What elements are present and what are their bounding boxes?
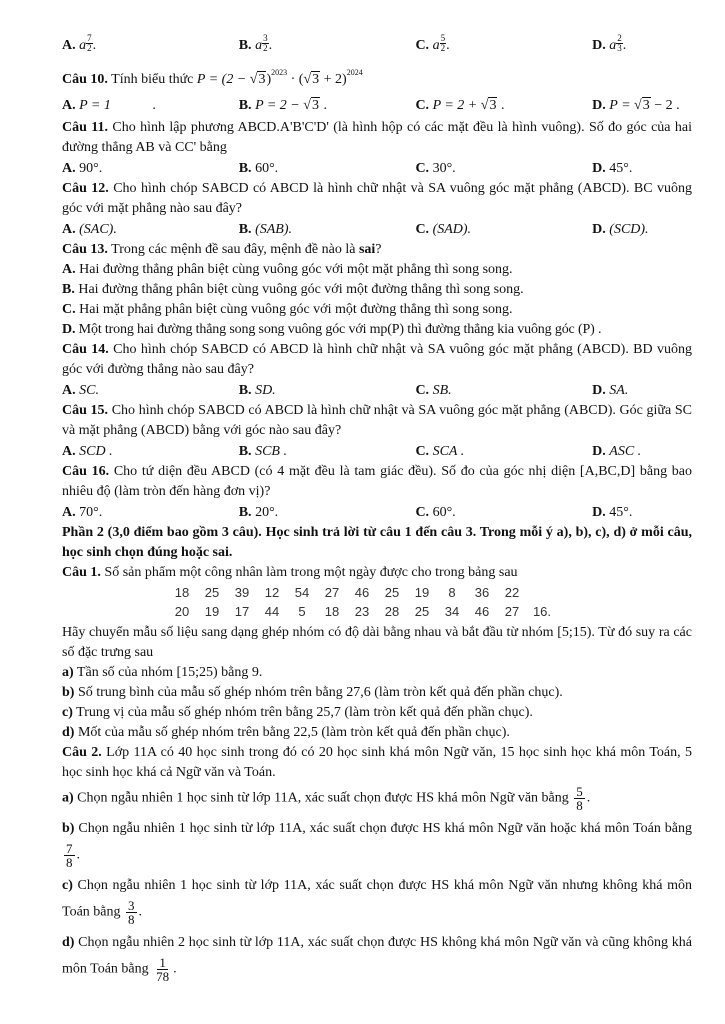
p2q1-intro (62, 623, 692, 663)
table-cell: 16. (532, 604, 552, 619)
option-label: A. (62, 38, 76, 53)
table-cell: 19 (414, 585, 430, 600)
question-label: Câu 2. (62, 745, 102, 760)
exp-den: 2 (87, 43, 92, 53)
p2q1-item-c (62, 703, 692, 723)
question-label: Câu 1. (62, 565, 101, 580)
exp-num: 7 (87, 33, 92, 43)
exponent-fraction (440, 34, 447, 53)
q14-option-a (62, 380, 239, 401)
option-label: D. (592, 505, 606, 520)
option-text: SCA . (432, 444, 465, 459)
question-label: Câu 13. (62, 242, 108, 257)
q13-stem (62, 240, 692, 260)
table-cell: 36 (474, 585, 490, 600)
p2q2-item-c (62, 873, 692, 926)
exp-num: 5 (440, 33, 446, 43)
q16-stem (62, 462, 692, 502)
sqrt-arg: 3 (489, 98, 497, 113)
p2q1-stem (62, 563, 692, 583)
item-label: c) (62, 705, 73, 720)
table-cell: 25 (414, 604, 430, 619)
option-text: 70°. (79, 505, 103, 520)
table-cell: 54 (294, 585, 310, 600)
q10-option-b (239, 95, 416, 116)
option-label: C. (415, 38, 430, 53)
q12-option-c (415, 219, 592, 240)
question-text: Cho hình chóp SABCD có ABCD là hình chữ nhật và SA vuông góc mặt phẳng (ABCD). BC vuông góc với mặt phẳng nào sau đây? (62, 181, 693, 216)
table-cell: 20 (174, 604, 190, 619)
q11-option-d (592, 158, 692, 179)
q13-option-c (62, 300, 692, 320)
option-label: B. (62, 282, 75, 297)
fraction-den: 8 (66, 855, 73, 870)
question-text: Số sản phẩm một công nhân làm trong một ngày được cho trong bảng sau (104, 565, 518, 580)
table-cell: 34 (444, 604, 460, 619)
q12-option-a (62, 219, 239, 240)
q9-option-b: B. a $^{\frac{3}{2}}$ . (238, 33, 273, 53)
item-text: Tần số của nhóm [15;25) bằng 9. (76, 665, 263, 680)
table-cell: 46 (354, 585, 370, 600)
table-cell: 8 (448, 585, 456, 600)
fraction-num: 1 (159, 955, 166, 970)
table-cell: 46 (474, 604, 490, 619)
option-text: SD. (255, 383, 276, 398)
q16-option-b (239, 502, 416, 523)
question-label: Câu 10. (62, 72, 108, 87)
q14-option-b (239, 380, 416, 401)
option-label: D. (592, 98, 606, 113)
table-cell: 28 (384, 604, 400, 619)
item-label: a) (62, 790, 74, 806)
option-text: Hai mặt phẳng phân biệt cùng vuông góc với một đường thẳng thì song song. (79, 302, 513, 317)
item-text: Chọn ngẫu nhiên 2 học sinh từ lớp 11A, xác suất chọn được HS không khá môn Ngữ văn và cũng không khá môn Toán bằng (62, 935, 692, 977)
table-cell: 12 (264, 585, 280, 600)
option-label: D. (592, 38, 606, 53)
option-text: 60°. (255, 161, 279, 176)
item-text: Chọn ngẫu nhiên 1 học sinh từ lớp 11A, xác suất chọn được HS khá môn Ngữ văn nhưng không khá môn Toán bằng (62, 878, 692, 920)
option-label: C. (415, 222, 430, 237)
q15-stem (62, 401, 692, 441)
option-text: 30°. (432, 161, 456, 176)
item-end: . (586, 790, 591, 806)
table-cell: 25 (204, 585, 220, 600)
question-text: Cho hình lập phương ABCD.A'B'C'D' (là hình hộp có các mặt đều là hình vuông). Số đo góc của hai đường thẳng AB và CC' bằng (62, 120, 693, 155)
q15-option-b (239, 441, 416, 462)
q11-option-b (239, 158, 416, 179)
option-label: C. (62, 302, 76, 317)
q16-option-d (592, 502, 692, 523)
data-table (167, 583, 557, 621)
item-label: b) (62, 685, 75, 700)
option-text: P = 2 + (432, 98, 481, 113)
option-text: . (497, 98, 505, 113)
fraction (64, 842, 75, 869)
sqrt-arg: 3 (642, 98, 650, 113)
table-cell: 27 (324, 585, 340, 600)
option-text: Hai đường thẳng phân biệt cùng vuông góc với một mặt phẳng thì song song. (79, 262, 513, 277)
q12-option-b (239, 219, 416, 240)
part2-heading (62, 523, 692, 563)
question-text: Cho hình chóp SABCD có ABCD là hình chữ nhật và SA vuông góc mặt phẳng (ABCD). Góc giữa SC và mặt phẳng (ABCD) bằng với góc nào sau đây? (62, 403, 692, 438)
table-cell: 18 (324, 604, 340, 619)
option-label: C. (415, 505, 430, 520)
option-text: 45°. (609, 161, 633, 176)
exponent-fraction (86, 34, 93, 53)
q9-option-d: D. a $^{\frac{2}{3}}$ . (592, 33, 627, 53)
option-label: D. (62, 322, 76, 337)
question-text: Tính biểu thức (111, 72, 194, 87)
q16-option-c (415, 502, 592, 523)
question-label: Câu 15. (62, 403, 109, 418)
option-text: Hai đường thẳng phân biệt cùng vuông góc với một đường thẳng thì song song. (78, 282, 524, 297)
option-text: P = (609, 98, 635, 113)
option-text: SCB . (255, 444, 287, 459)
q11-option-c (415, 158, 592, 179)
item-text: Số trung bình của mẫu số ghép nhóm trên bằng 27,6 (làm tròn kết quả đến phần chục). (77, 685, 563, 700)
sqrt-sign: √ (634, 98, 642, 113)
exponent-fraction (616, 34, 623, 53)
q15-option-d (592, 441, 692, 462)
q10-option-d (592, 95, 692, 116)
option-label: B. (238, 444, 252, 459)
sqrt-arg: 3 (312, 72, 320, 87)
table-cell: 17 (234, 604, 250, 619)
option-text: 20°. (255, 505, 279, 520)
option-label: B. (238, 161, 252, 176)
exp-den: 3 (617, 43, 622, 53)
q15-option-c (415, 441, 592, 462)
option-label: C. (415, 444, 430, 459)
expr-part: ) (266, 72, 272, 87)
item-label: d) (62, 725, 75, 740)
table-cell: 25 (384, 585, 400, 600)
option-text: (SAB). (255, 222, 292, 237)
option-text: − 2 . (650, 98, 680, 113)
option-text: (SAD). (432, 222, 472, 237)
option-text: ASC . (609, 444, 642, 459)
sqrt-sign: √ (480, 98, 489, 113)
q15-options (62, 441, 692, 462)
fraction-den: 8 (128, 912, 135, 927)
fraction-den: 78 (156, 969, 170, 984)
q9-options (62, 34, 692, 56)
question-text: ? (375, 242, 382, 257)
q11-option-a (62, 158, 239, 179)
item-text: Chọn ngẫu nhiên 1 học sinh từ lớp 11A, xác suất chọn được HS khá môn Ngữ văn bằng (77, 790, 569, 806)
fraction-num: 3 (128, 898, 135, 913)
sqrt-arg: 3 (311, 98, 319, 113)
sqrt-sign: √ (303, 98, 311, 113)
option-text: (SCD). (609, 222, 649, 237)
fraction (154, 956, 171, 983)
item-text: Mốt của mẫu số ghép nhóm trên bằng 22,5 (làm tròn kết quả đến phần chục). (77, 725, 510, 740)
p2q1-item-b (62, 683, 692, 703)
question-text: Lớp 11A có 40 học sinh trong đó có 20 học sinh khá môn Ngữ văn, 15 học sinh học khá môn Toán, 5 học sinh học khá cả Ngữ văn và Toán. (62, 745, 693, 780)
q11-options (62, 158, 692, 179)
exp-num: 2 (617, 33, 622, 43)
q9-option-a: A. a $^{\frac{7}{2}}$ . (62, 33, 97, 53)
option-dot: . (152, 98, 156, 113)
exp-num: 3 (263, 33, 268, 43)
option-label: D. (592, 444, 606, 459)
item-end: . (173, 961, 177, 977)
q13-option-a (62, 260, 692, 280)
expr-part: P = (2 − (196, 72, 250, 87)
exp-den: 2 (440, 43, 446, 53)
option-label: C. (415, 161, 430, 176)
question-label: Câu 12. (62, 181, 109, 196)
option-label: C. (415, 383, 430, 398)
q13-option-d (62, 320, 692, 340)
fraction-num: 5 (576, 784, 583, 799)
option-label: D. (592, 161, 606, 176)
option-label: A. (62, 98, 76, 113)
option-label: A. (62, 383, 76, 398)
p2q2-item-d (62, 930, 692, 983)
p2q2-stem (62, 743, 692, 783)
option-base: a (255, 38, 263, 53)
sqrt-sign: √ (249, 72, 258, 87)
fraction-num: 7 (66, 841, 73, 856)
option-label: A. (62, 444, 76, 459)
item-label: d) (62, 935, 75, 950)
q14-options (62, 380, 692, 401)
q10-option-c (415, 95, 592, 116)
option-text: Một trong hai đường thẳng song song vuông góc với mp(P) thì đường thẳng kia vuông góc (P) . (78, 322, 602, 337)
option-base: a (432, 38, 440, 53)
q10-stem (62, 60, 692, 93)
fraction-den: 8 (576, 798, 583, 813)
option-text: 60°. (432, 505, 456, 520)
q14-stem (62, 340, 692, 380)
q15-option-a (62, 441, 239, 462)
item-text: Trung vị của mẫu số ghép nhóm trên bằng 25,7 (làm tròn kết quả đến phần chục). (76, 705, 533, 720)
option-label: D. (592, 383, 606, 398)
option-base: a (79, 38, 87, 53)
item-label: a) (62, 665, 74, 680)
expr-part: + 2) (320, 72, 347, 87)
q16-options (62, 502, 692, 523)
option-label: A. (62, 505, 76, 520)
table-cell: 18 (174, 585, 190, 600)
option-text: (SAC). (79, 222, 117, 237)
question-emphasis: sai (358, 242, 376, 257)
question-text: Trong các mệnh đề sau đây, mệnh đề nào là (111, 242, 359, 257)
option-text: SC. (79, 383, 99, 398)
option-text: . (319, 98, 327, 113)
exam-page (62, 34, 692, 983)
q12-option-d (592, 219, 692, 240)
item-text: Chọn ngẫu nhiên 1 học sinh từ lớp 11A, xác suất chọn được HS khá môn Ngữ văn hoặc khá môn Toán bằng (78, 821, 693, 836)
p2q1-item-d (62, 723, 692, 743)
option-label: A. (62, 262, 76, 277)
question-text: Hãy chuyển mẫu số liệu sang dạng ghép nhóm có độ dài bằng nhau và bắt đầu từ nhóm [5;15). Từ đó suy ra các số đặc trưng sau (62, 625, 692, 660)
option-text: 45°. (609, 505, 633, 520)
option-label: B. (238, 38, 252, 53)
q16-option-a (62, 502, 239, 523)
exp-den: 2 (263, 43, 268, 53)
exponent: 2023 (271, 68, 288, 77)
option-label: D. (592, 222, 606, 237)
item-end: . (76, 847, 80, 863)
option-text: SCD . (79, 444, 113, 459)
table-cell: 23 (354, 604, 370, 619)
option-label: B. (238, 505, 252, 520)
question-text: Cho tứ diện đều ABCD (có 4 mặt đều là tam giác đều). Số đo của góc nhị diện [A,BC,D] bằng bao nhiêu độ (làm tròn đến hàng đơn vị)? (62, 464, 692, 499)
exponent-fraction (262, 34, 269, 53)
option-label: B. (238, 222, 252, 237)
p2q2-item-b (62, 816, 692, 869)
exponent: 2024 (346, 68, 363, 77)
p2q2-item-a (62, 785, 692, 812)
question-label: Câu 14. (62, 342, 109, 357)
fraction (126, 899, 137, 926)
table-cell: 44 (264, 604, 280, 619)
option-text: 90°. (79, 161, 103, 176)
sqrt-sign: √ (303, 72, 312, 87)
option-label: B. (238, 98, 252, 113)
item-end: . (138, 904, 143, 920)
option-label: A. (62, 222, 76, 237)
option-label: B. (238, 383, 252, 398)
q13-option-b (62, 280, 692, 300)
q10-options (62, 95, 692, 116)
q11-stem (62, 118, 692, 158)
table-cell: 27 (504, 604, 520, 619)
p2q1-item-a (62, 663, 692, 683)
option-text: SB. (432, 383, 452, 398)
option-label: A. (62, 161, 76, 176)
sqrt-arg: 3 (258, 72, 266, 87)
table-cell: 22 (504, 585, 520, 600)
table-row (167, 583, 557, 602)
item-label: b) (62, 821, 75, 836)
question-label: Câu 16. (62, 464, 110, 479)
fraction (574, 785, 585, 812)
q14-option-d (592, 380, 692, 401)
table-cell: 5 (298, 604, 306, 619)
q14-option-c (415, 380, 592, 401)
option-base: a (609, 38, 617, 53)
option-text: P = 2 − (255, 98, 304, 113)
q9-option-c: C. a $^{\frac{5}{2}}$ . (415, 33, 450, 53)
option-text: SA. (609, 383, 629, 398)
q10-option-a (62, 95, 239, 116)
option-text: P = 1 (79, 98, 111, 113)
item-label: c) (62, 878, 73, 893)
table-cell (527, 583, 557, 602)
option-label: C. (415, 98, 430, 113)
q12-options (62, 219, 692, 240)
table-cell: 19 (204, 604, 220, 619)
q12-stem (62, 179, 692, 219)
question-label: Câu 11. (62, 120, 109, 135)
question-text: Cho hình chóp SABCD có ABCD là hình chữ nhật và SA vuông góc mặt phẳng (ABCD). BD vuông góc với đường thẳng nào sau đây? (62, 342, 692, 377)
table-cell: 39 (234, 585, 250, 600)
expr-part: · ( (287, 72, 304, 87)
section-heading: Phần 2 (3,0 điểm bao gồm 3 câu). Học sinh trả lời từ câu 1 đến câu 3. Trong mỗi ý a), b), c), d) ở mỗi câu, học sinh chọn đúng hoặc sai. (62, 525, 692, 560)
table-row (167, 602, 557, 621)
